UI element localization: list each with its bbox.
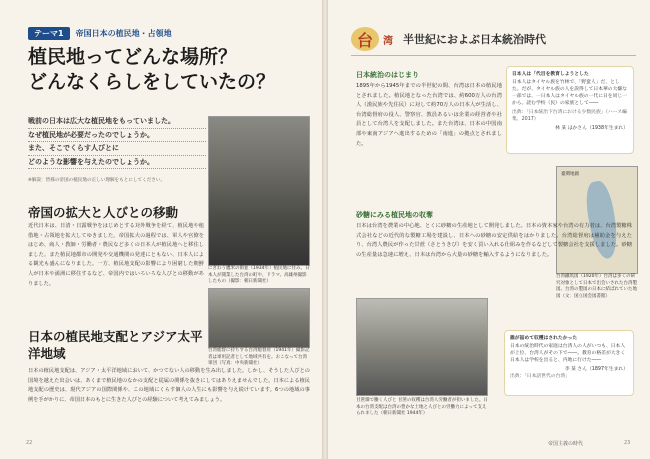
body-sugar: 日本は台湾を農業の中心地、とくに砂糖の生産地として開発しました。日本の資本家や台湾の有力者は、台湾製糖株式会社などの近代的な製糖工場を建設し、日本への砂糖の安定供給をはかりました。台湾総督府は補助金を与えたり、台湾人農民が作った甘蔗（さとうきび）を安く買い入れる仕組みを作るなどして製糖会社を支援しました。砂糖の生産量は急速に増え、日本は台湾から大量の砂糖を輸入するようになりました。 (356, 223, 632, 258)
testimony-box-2 (504, 330, 634, 396)
sugarcane-photo (356, 298, 488, 396)
map-caption: 台湾鐵筑図（1920年）台湾は多くの研究対象として日本で出会いされた台湾製図。台湾の製図の日本に結ばれていた地図（文：国立国会図書館） (556, 274, 637, 299)
testimony-box-1 (506, 66, 634, 154)
testimony-2-speaker: 李 某 さん（1897年生まれ） (564, 367, 628, 372)
title-line-1: 植民地ってどんな場所？ (28, 46, 238, 68)
right-heading-text: 半世紀におよぶ日本統治時代 (403, 33, 546, 46)
page-number-right: 23 (624, 440, 631, 446)
testimony-1-body: 日本人はタイヤル族を竹林で、「野蛮人」だ、とした。だが、タイヤル族の人を説得して日本華の大嫌な一部では、一日本人はタイヤル族の一代に日を同じ一から。読む学校（民）の家族として―― (512, 80, 627, 106)
testimony-2-body: 日本の統治時代の家庭は台湾人の人がいつも、日本人が上位、台湾人がその下で――。教育の格差が大きく日本人は学校を出ると、内地に行けた―― (510, 344, 626, 363)
taiwan-mark: 台 (351, 27, 379, 51)
testimony-1-speaker: 林 某 ほかさん（1938年生まれ） (555, 126, 628, 131)
section-body-expansion: 近代日本は、日清・日露戦争をはじめとする対外戦争を経て、植民地や租借地・占領地を拡大してゆきました。帝国拡大の過程では、軍人や官僚をはじめ、商人・教師・労働者・農民など多くの日本人が植民地へと移住しました。また植民地都市の開発や交通機関の発達にともない、日本人による観光も盛んになりました。一方、植民地支配の影響により困窮した朝鮮人が日本や満洲に移住するなど、帝国内ではいろいろな人びとの移動がありました。 (28, 223, 204, 287)
theme-label: テーマ1 (28, 27, 70, 40)
theme-subtitle: 帝国日本の植民地・占領地 (75, 29, 172, 38)
section-body-colonial-rule: 日本の植民地支配は、アジア・太平洋地域において、かつてない人の移動を生み出しました。しかし、そうした人びとの国境を越えた出会いは、あくまで植民地のなかの支配と従属の関係を抜きにしてはありえませんでした。日本による植民地支配の歴史は、現代アジアの国際関係や、この地域にくらす個人の人生にも影響を与え続けています。6つの地域の事例を手がかりに、帝国日本のもとに生きた人びとの経験について考えてみましょう。 (28, 368, 310, 403)
taiwan-mark-suffix: 湾 (383, 35, 393, 47)
right-page (328, 0, 650, 459)
heading-divider (351, 55, 636, 56)
testimony-1-heading: 日本人は「代目を教育しようとした (512, 72, 589, 77)
intro-line: なぜ植民地が必要だったのでしょうか。 (28, 129, 206, 143)
body-rule-start: 1895年から1945年までの半世紀の間、台湾は日本の植民地とされました。植民地となった台湾では、約600万人の台湾人（漢民族や先住民）に対して約70万人の日本人が生活し、台湾総督府の役人、警察官、教員あるいは企業の経営者や社員として台湾人を支配しました。また台湾は、日本の中国南部や東南アジアへ進出するための「南進」の拠点とされました。 (356, 83, 502, 147)
testimony-2-heading: 誰が詰めて収穫はされたかった (510, 336, 578, 341)
small-note: ※解説：皆様の帝国の植民地の正しい理解をもとにしてください。 (28, 178, 166, 183)
page-title (28, 45, 318, 95)
sugarcane-photo-caption: 甘蔗畑で働く人びと 甘蔗の収穫は台湾人労働者が担いました。日本の台湾支配は台湾の豊かな土地と人びとの労働力によって支えられました（朝日新聞社 1944年） (356, 398, 488, 416)
map-label: 臺灣地圖 (561, 172, 579, 177)
section-title-expansion: 帝国の拡大と人びとの移動 (28, 205, 179, 220)
intro-questions (28, 115, 206, 169)
left-page (0, 0, 322, 459)
soldiers-photo (208, 288, 310, 348)
subheading-rule-start: 日本統治のはじまり (356, 71, 419, 79)
testimony-2-source: 出典：「日本語世代の台湾」 (510, 374, 570, 379)
right-heading (351, 27, 546, 51)
intro-line: どのような影響を与えたのでしょうか。 (28, 156, 206, 170)
street-photo (208, 116, 310, 266)
title-line-2: どんなくらしをしていたの？ (28, 71, 276, 93)
soldiers-photo-caption: 台湾総督に持ちする台湾総督府（1941年）撮影記者は軍用記者として地域共有を。おこなって台湾軍団（写真：中央新聞社） (208, 348, 310, 366)
subheading-sugar: 砂糖にみる植民地の収奪 (356, 211, 433, 219)
footer-text: 帝国主義の時代 (548, 441, 584, 447)
street-photo-caption: にぎわう鷹米の街並（1934年）植民地に住み、日本人が開業した台湾の町や、ドラマ、高雄州撮影したもの（撮影：朝日新聞社） (208, 266, 310, 284)
section-title-colonial-rule: 日本の植民地支配とアジア太平洋地域 (28, 329, 203, 361)
theme-tag (28, 26, 172, 41)
intro-line: 戦前の日本は広大な植民地をもっていました。 (28, 115, 206, 129)
intro-line: また、そこでくらす人びとに (28, 142, 206, 156)
testimony-1-source: 出典：「日本統治下台湾における少数民族」（ハース編集、2017） (512, 110, 627, 122)
page-number-left: 22 (26, 440, 33, 446)
